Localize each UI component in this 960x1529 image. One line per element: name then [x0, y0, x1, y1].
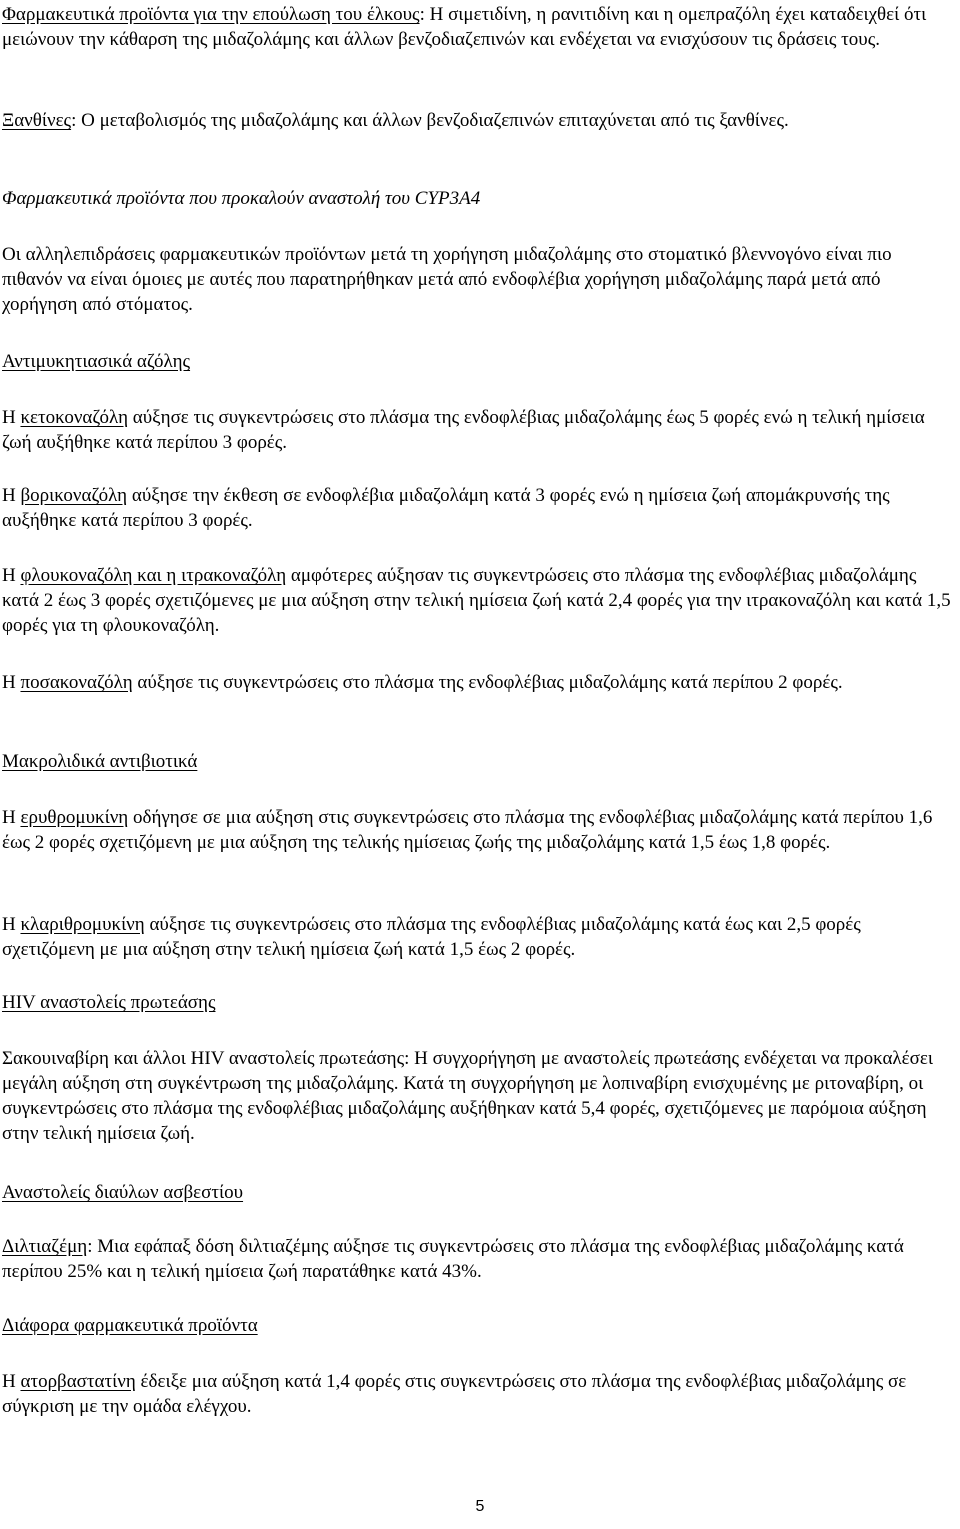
- paragraph-erythromycin: Η ερυθρομυκίνη οδήγησε σε μια αύξηση στις συγκεντρώσεις στο πλάσμα της ενδοφλέβιας μιδαζολάμης κατά περίπου 1,6 έως 2 φορές σχετιζόμενη με μια αύξηση της τελικής ημίσειας ζωής της μιδαζολάμης κατά 1,5 έως 1,8 φορές.: [2, 807, 933, 853]
- paragraph-hiv-protease-inhibitors: Σακουιναβίρη και άλλοι HIV αναστολείς πρωτεάσης: Η συγχορήγηση με αναστολείς πρωτεάσης ενδέχεται να προκαλέσει μεγάλη αύξηση στη συγκέντρωση της μιδαζολάμης. Κατά τη συγχορήγηση με λοπιναβίρη ενισχυμένης με ριτοναβίρη, οι συγκεντρώσεις στο πλάσμα της ενδοφλέβιας μιδαζολάμης αυξήθηκαν κατά 5,4 φορές, σχετιζόμενες με παρόμοια αύξηση στην τελική ημίσεια ζωή.: [2, 1048, 933, 1144]
- drug-atorvastatin: ατορβαστατίνη: [20, 1371, 136, 1392]
- text-xanthines: : Ο μεταβολισμός της μιδαζολάμης και άλλων βενζοδιαζεπινών επιταχύνεται από τις ξανθίνες.: [71, 110, 789, 131]
- paragraph-xanthines: [2, 108, 952, 133]
- drug-fluconazole-itraconazole: φλουκοναζόλη και η ιτρακοναζόλη: [20, 565, 287, 586]
- paragraph-voriconazole: Η βορικοναζόλη αύξησε την έκθεση σε ενδοφλέβια μιδαζολάμη κατά 3 φορές ενώ η ημίσεια ζωή απομάκρυνσής της αυξήθηκε κατά περίπου 3 φορές.: [2, 485, 890, 531]
- section-title-cyp3a4: Φαρμακευτικά προϊόντα που προκαλούν αναστολή του CYP3A4: [2, 188, 481, 209]
- page-number: 5: [475, 1498, 485, 1515]
- paragraph-diltiazem: Διλτιαζέμη: Μια εφάπαξ δόση διλτιαζέμης αύξησε τις συγκεντρώσεις στο πλάσμα της ενδοφλέβιας μιδαζολάμης κατά περίπου 25% και η τελική ημίσεια ζωή παρατάθηκε κατά 43%.: [2, 1236, 904, 1282]
- paragraph-ulcer-drugs: [2, 2, 952, 52]
- drug-diltiazem: Διλτιαζέμη: [2, 1236, 88, 1257]
- drug-posaconazole: ποσακοναζόλη: [20, 672, 133, 693]
- paragraph-ketoconazole: Η κετοκοναζόλη αύξησε τις συγκεντρώσεις στο πλάσμα της ενδοφλέβιας μιδαζολάμης έως 5 φορές ενώ η τελική ημίσεια ζωή αυξήθηκε κατά περίπου 3 φορές.: [2, 407, 925, 453]
- drug-clarithromycin: κλαριθρομυκίνη: [20, 914, 145, 935]
- drug-erythromycin: ερυθρομυκίνη: [20, 807, 129, 828]
- heading-calcium-channel-blockers: Αναστολείς διαύλων ασβεστίου: [2, 1182, 244, 1203]
- heading-xanthines: Ξανθίνες: [2, 110, 72, 131]
- heading-ulcer-drugs: Φαρμακευτικά προϊόντα για την επούλωση του έλκους: [2, 4, 420, 25]
- paragraph-atorvastatin: Η ατορβαστατίνη έδειξε μια αύξηση κατά 1,4 φορές στις συγκεντρώσεις στο πλάσμα της ενδοφλέβιας μιδαζολάμης σε σύγκριση με την ομάδα ελέγχου.: [2, 1371, 907, 1417]
- paragraph-oromucosal: Οι αλληλεπιδράσεις φαρμακευτικών προϊόντων μετά τη χορήγηση μιδαζολάμης στο στοματικό βλεννογόνο είναι πιο πιθανόν να είναι όμοιες με αυτές που παρατηρήθηκαν μετά από ενδοφλέβια χορήγηση μιδαζολάμης παρά μετά από χορήγηση από στόματος.: [2, 244, 892, 315]
- heading-hiv-protease-inhibitors: HIV αναστολείς πρωτεάσης: [2, 992, 216, 1013]
- paragraph-clarithromycin: Η κλαριθρομυκίνη αύξησε τις συγκεντρώσεις στο πλάσμα της ενδοφλέβιας μιδαζολάμης κατά έως και 2,5 φορές σχετιζόμενη με μια αύξηση στην τελική ημίσεια ζωή κατά 1,5 έως 2 φορές.: [2, 914, 861, 960]
- paragraph-fluconazole-itraconazole: Η φλουκοναζόλη και η ιτρακοναζόλη αμφότερες αύξησαν τις συγκεντρώσεις στο πλάσμα της ενδοφλέβιας μιδαζολάμης κατά 2 έως 3 φορές σχετιζόμενες με μια αύξηση στην τελική ημίσεια ζωή κατά 2,4 φορές για την ιτρακοναζόλη και κατά 1,5 φορές για τη φλουκοναζόλη.: [2, 565, 951, 636]
- heading-macrolides: Μακρολιδικά αντιβιοτικά: [2, 751, 198, 772]
- paragraph-posaconazole: Η ποσακοναζόλη αύξησε τις συγκεντρώσεις στο πλάσμα της ενδοφλέβιας μιδαζολάμης κατά περίπου 2 φορές.: [2, 672, 843, 693]
- heading-azole-antifungals: Αντιμυκητιασικά αζόλης: [2, 351, 191, 372]
- heading-other-drugs: Διάφορα φαρμακευτικά προϊόντα: [2, 1315, 258, 1336]
- drug-voriconazole: βορικοναζόλη: [20, 485, 128, 506]
- text-ulcer-drugs: : Η σιμετιδίνη, η ρανιτιδίνη και η ομεπραζόλη έχει καταδειχθεί ότι μειώνουν την κάθαρση της μιδαζολάμης και άλλων βενζοδιαζεπινών και ενδέχεται να ενισχύσουν τις δράσεις τους.: [2, 4, 927, 50]
- drug-ketoconazole: κετοκοναζόλη: [20, 407, 129, 428]
